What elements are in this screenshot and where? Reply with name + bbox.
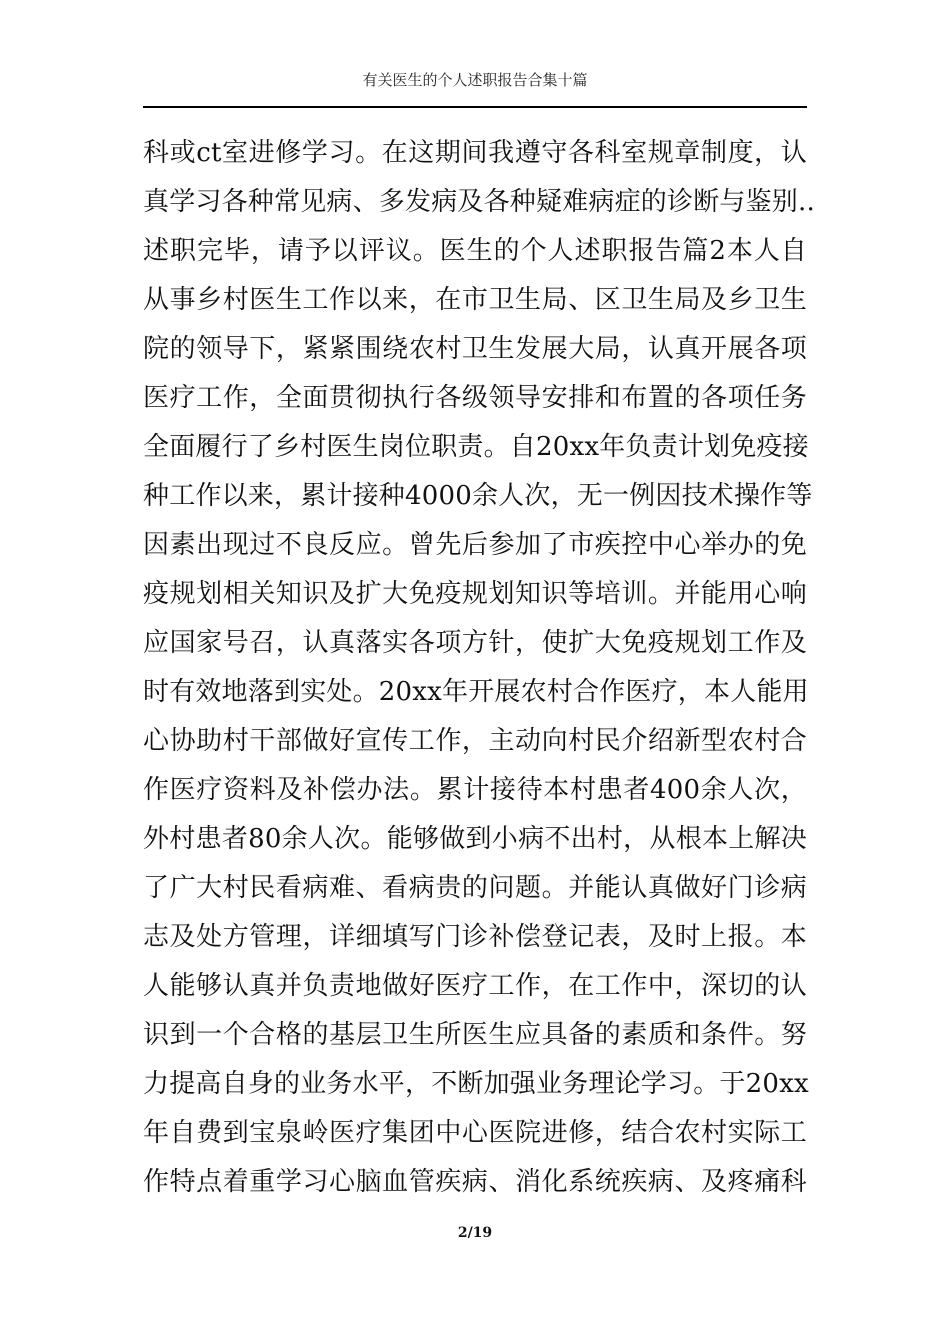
text-line: 心协助村干部做好宣传工作，主动向村民介绍新型农村合 (143, 726, 807, 756)
text-line: 疫规划相关知识及扩大免疫规划知识等培训。并能用心响 (143, 579, 807, 609)
text-line: 作医疗资料及补偿办法。累计接待本村患者400余人次， (143, 775, 807, 805)
text-line: 人能够认真并负责地做好医疗工作，在工作中，深切的认 (143, 971, 807, 1001)
text-line: 全面履行了乡村医生岗位职责。自20xx年负责计划免疫接 (143, 432, 809, 462)
text-line: 年自费到宝泉岭医疗集团中心医院进修，结合农村实际工 (143, 1118, 807, 1148)
text-line: 了广大村民看病难、看病贵的问题。并能认真做好门诊病 (143, 873, 807, 903)
text-line: 种工作以来，累计接种4000余人次，无一例因技术操作等 (143, 481, 813, 511)
text-line: 作特点着重学习心脑血管疾病、消化系统疾病、及疼痛科 (143, 1167, 807, 1197)
document-title: 有关医生的个人述职报告合集十篇 (362, 71, 588, 89)
text-line: 医疗工作，全面贯彻执行各级领导安排和布置的各项任务 (143, 383, 807, 413)
page-header (143, 64, 807, 108)
text-line: 时有效地落到实处。20xx年开展农村合作医疗，本人能用 (143, 677, 809, 707)
text-line: 真学习各种常见病、多发病及各种疑难病症的诊断与鉴别.. (143, 187, 815, 217)
text-line: 外村患者80余人次。能够做到小病不出村，从根本上解决 (143, 824, 807, 854)
text-line: 述职完毕，请予以评议。医生的个人述职报告篇2本人自 (143, 236, 807, 266)
page-number: 2/19 (457, 1225, 493, 1241)
text-line: 力提高自身的业务水平，不断加强业务理论学习。于20xx (143, 1069, 809, 1099)
text-line: 从事乡村医生工作以来，在市卫生局、区卫生局及乡卫生 (143, 285, 807, 315)
text-line: 识到一个合格的基层卫生所医生应具备的素质和条件。努 (143, 1020, 807, 1050)
text-line: 应国家号召，认真落实各项方针，使扩大免疫规划工作及 (143, 628, 807, 658)
body-text (143, 129, 815, 1207)
text-line: 院的领导下，紧紧围绕农村卫生发展大局，认真开展各项 (143, 334, 807, 364)
text-line: 因素出现过不良反应。曾先后参加了市疾控中心举办的免 (143, 530, 807, 560)
text-line: 科或ct室进修学习。在这期间我遵守各科室规章制度，认 (143, 138, 807, 168)
text-line: 志及处方管理，详细填写门诊补偿登记表，及时上报。本 (143, 922, 807, 952)
